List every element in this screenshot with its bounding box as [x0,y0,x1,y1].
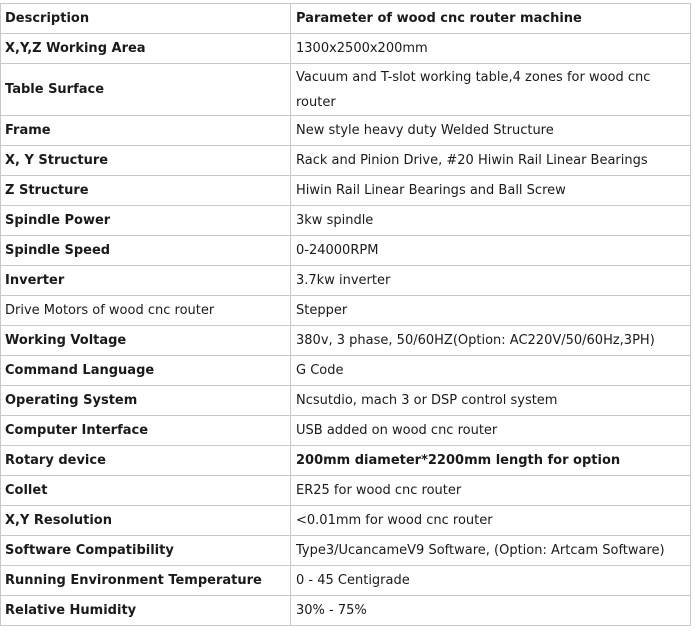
spec-table [0,3,691,626]
row-label: Command Language [1,356,291,386]
row-value: 1300x2500x200mm [291,34,691,64]
row-label: Collet [1,476,291,506]
table-row [1,596,691,626]
row-value: Type3/UcancameV9 Software, (Option: Artcam Software) [291,536,691,566]
row-label: Inverter [1,266,291,296]
row-value: 3kw spindle [291,206,691,236]
row-value: Parameter of wood cnc router machine [291,4,691,34]
row-value: G Code [291,356,691,386]
table-row [1,386,691,416]
row-value: 200mm diameter*2200mm length for option [291,446,691,476]
table-row [1,416,691,446]
row-value: New style heavy duty Welded Structure [291,116,691,146]
row-value: ER25 for wood cnc router [291,476,691,506]
table-row [1,146,691,176]
row-value: 380v, 3 phase, 50/60HZ(Option: AC220V/50/60Hz,3PH) [291,326,691,356]
table-row [1,266,691,296]
row-value: Hiwin Rail Linear Bearings and Ball Screw [291,176,691,206]
table-row [1,236,691,266]
row-value: Rack and Pinion Drive, #20 Hiwin Rail Linear Bearings [291,146,691,176]
row-label: Spindle Speed [1,236,291,266]
row-label: X,Y Resolution [1,506,291,536]
row-value: 30% - 75% [291,596,691,626]
row-label: Spindle Power [1,206,291,236]
row-value: Vacuum and T-slot working table,4 zones for wood cnc router [291,64,691,116]
row-label: Software Compatibility [1,536,291,566]
row-label: Table Surface [1,64,291,116]
table-row [1,536,691,566]
row-label: Relative Humidity [1,596,291,626]
row-value: 0-24000RPM [291,236,691,266]
table-row [1,506,691,536]
table-row [1,566,691,596]
table-row [1,446,691,476]
row-label: Computer Interface [1,416,291,446]
table-row [1,116,691,146]
row-value: USB added on wood cnc router [291,416,691,446]
table-row [1,476,691,506]
row-value: <0.01mm for wood cnc router [291,506,691,536]
row-value: Ncsutdio, mach 3 or DSP control system [291,386,691,416]
table-row [1,296,691,326]
row-value: 3.7kw inverter [291,266,691,296]
row-value: Stepper [291,296,691,326]
row-value: 0 - 45 Centigrade [291,566,691,596]
row-label: Working Voltage [1,326,291,356]
table-row [1,356,691,386]
row-label: Z Structure [1,176,291,206]
row-label: Frame [1,116,291,146]
row-label: X,Y,Z Working Area [1,34,291,64]
row-label: Description [1,4,291,34]
row-label: Operating System [1,386,291,416]
table-row [1,326,691,356]
table-row [1,34,691,64]
table-row [1,176,691,206]
table-row [1,4,691,34]
table-row [1,64,691,116]
row-label: Running Environment Temperature [1,566,291,596]
row-label: Rotary device [1,446,291,476]
row-label: X, Y Structure [1,146,291,176]
row-label: Drive Motors of wood cnc router [1,296,291,326]
spec-table-body [1,4,691,626]
table-row [1,206,691,236]
